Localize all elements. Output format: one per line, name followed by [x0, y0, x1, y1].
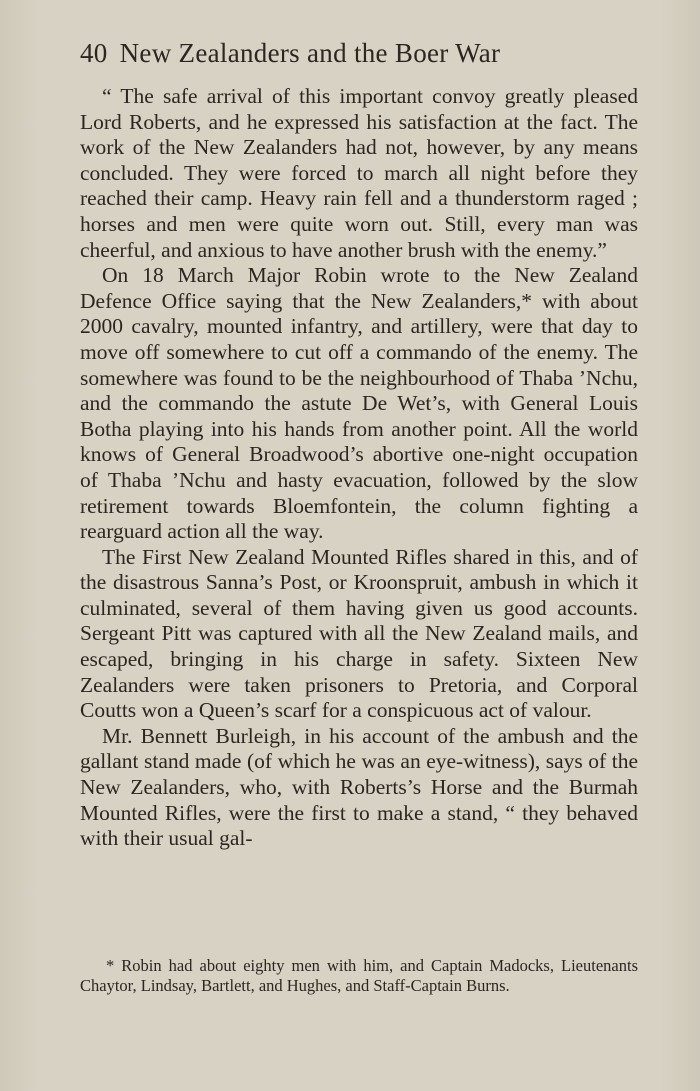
paragraph-3: The First New Zealand Mounted Rifles shared in this, and of the disastrous Sanna’s Post, or Kroonspruit, ambush in which it culminated, several of them having given us good accounts. Sergeant Pitt was captured with all the New Zealand mails, and escaped, bringing in his charge in safety. Sixteen New Zealanders were taken prisoners to Pretoria, and Corporal Coutts won a Queen’s scarf for a conspicuous act of valour. — [80, 544, 638, 723]
paragraph-4: Mr. Bennett Burleigh, in his account of the ambush and the gallant stand made (of which he was an eye-witness), says of the New Zealanders, who, with Roberts’s Horse and the Burmah Mounted Rifles, were the first to make a stand, “ they behaved with their usual gal- — [80, 723, 638, 851]
paragraph-2-after: with about 2000 cavalry, mounted infantry, and artillery, were that day to move off somewhere to cut off a commando of the enemy. The somewhere was found to be the neighbourhood of Thaba ’Nchu, and the commando the astute De Wet’s, with General Louis Botha playing into his hands from another point. All the world knows of General Broadwood’s abortive one-night occupation of Thaba ’Nchu and hasty evacuation, followed by the slow retirement towards Bloemfontein, the column fighting a rearguard action all the way. — [80, 288, 638, 544]
paragraph-1: “ The safe arrival of this important convoy greatly pleased Lord Roberts, and he expressed his satisfaction at the fact. The work of the New Zealanders had not, however, by any means concluded. They were forced to march all night before they reached their camp. Heavy rain fell and a thunderstorm raged ; horses and men were quite worn out. Still, every man was cheerful, and anxious to have another brush with the enemy.” — [80, 84, 638, 262]
footnote-text — [80, 956, 638, 995]
paragraph-2 — [80, 263, 638, 545]
footnote-asterisk: * — [106, 956, 115, 975]
page-number: 40 — [80, 38, 108, 68]
footnote — [80, 956, 638, 995]
paragraph-2-before: On 18 March Major Robin wrote to the New Zealand Defence Office saying that the New Zealanders, — [80, 263, 638, 313]
running-header — [80, 38, 640, 69]
running-title: New Zealanders and the Boer War — [119, 38, 501, 68]
main-text — [80, 84, 638, 852]
footnote-body: Robin had about eighty men with him, and Captain Madocks, Lieutenants Chaytor, Lindsay, Bartlett, and Hughes, and Staff-Captain Burns. — [80, 956, 638, 995]
footnote-marker: * — [521, 288, 532, 313]
